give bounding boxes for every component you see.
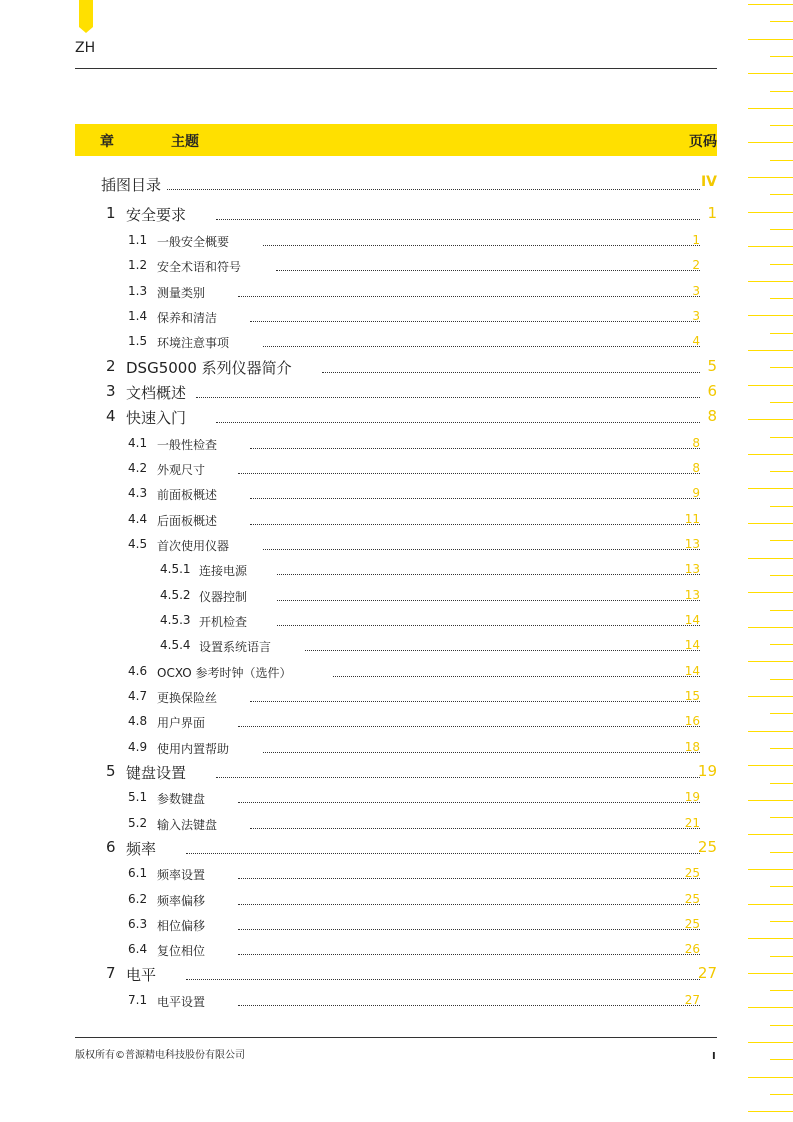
- footer-divider: [75, 1037, 717, 1038]
- toc-leader-dots: [250, 524, 700, 525]
- toc-entry-title: 参数键盘: [157, 792, 206, 806]
- side-decoration-line: [770, 679, 793, 680]
- toc-entry-title: 电平: [126, 966, 157, 984]
- toc-entry-page: 3: [692, 309, 700, 323]
- toc-entry-title: 插图目录: [101, 176, 162, 194]
- toc-entry-title: 文档概述: [126, 384, 187, 402]
- side-decoration-line: [770, 194, 793, 195]
- toc-entry-title: 电平设置: [157, 995, 206, 1009]
- toc-leader-dots: [263, 752, 700, 753]
- toc-entry-4-4[interactable]: [0, 507, 793, 532]
- toc-entry-title: 使用内置帮助: [157, 742, 230, 756]
- side-decoration-line: [770, 748, 793, 749]
- toc-header-topic: 主题: [171, 134, 199, 150]
- toc-entry-6-1[interactable]: [0, 861, 793, 886]
- toc-entry-4-9[interactable]: [0, 735, 793, 760]
- toc-leader-dots: [322, 372, 700, 373]
- toc-entry-page: 13: [684, 537, 700, 551]
- toc-entry-number: 1: [106, 204, 116, 222]
- side-decoration-line: [748, 454, 793, 455]
- toc-entry-title: 保养和清洁: [157, 311, 218, 325]
- toc-entry-title: 用户界面: [157, 716, 206, 730]
- toc-entry-title: 一般性检查: [157, 438, 218, 452]
- toc-entry-number: 6.1: [128, 866, 148, 880]
- toc-leader-dots: [238, 473, 700, 474]
- toc-entry-number: 6.3: [128, 917, 148, 931]
- language-label: ZH: [75, 40, 96, 56]
- toc-entry-4-3[interactable]: [0, 481, 793, 506]
- toc-entry-number: 4.5.1: [160, 562, 191, 576]
- toc-header-chapter: 章: [100, 134, 114, 150]
- toc-entry-4-8[interactable]: [0, 709, 793, 734]
- toc-entry-page: 3: [692, 284, 700, 298]
- toc-entry-4-5[interactable]: [0, 532, 793, 557]
- toc-entry-3[interactable]: [0, 380, 793, 405]
- toc-entry-1-5[interactable]: [0, 329, 793, 354]
- side-decoration-line: [748, 315, 793, 316]
- toc-entry-number: 6: [106, 838, 116, 856]
- side-decoration-line: [770, 298, 793, 299]
- side-decoration-line: [770, 471, 793, 472]
- toc-entry-title: 仪器控制: [199, 590, 248, 604]
- side-decoration-line: [748, 177, 793, 178]
- toc-header-page: 页码: [689, 134, 717, 150]
- toc-entry-page: 2: [692, 258, 700, 272]
- side-decoration-line: [748, 1042, 793, 1043]
- side-decoration-line: [748, 1111, 793, 1112]
- toc-entry-title: 键盘设置: [126, 764, 187, 782]
- toc-entry-title: 首次使用仪器: [157, 539, 230, 553]
- toc-entry-page: 19: [684, 790, 700, 804]
- side-decoration-line: [748, 696, 793, 697]
- side-decoration-line: [770, 886, 793, 887]
- toc-leader-dots: [263, 549, 700, 550]
- toc-leader-dots: [333, 676, 700, 677]
- toc-leader-dots: [250, 828, 700, 829]
- side-decoration-line: [748, 1077, 793, 1078]
- toc-leader-dots: [238, 726, 700, 727]
- toc-entry-4-7[interactable]: [0, 684, 793, 709]
- side-decoration-line: [770, 125, 793, 126]
- side-decoration-line: [770, 1059, 793, 1060]
- toc-entry-number: 4.5: [128, 537, 148, 551]
- side-decoration-line: [770, 713, 793, 714]
- side-decoration-line: [748, 592, 793, 593]
- side-decoration-line: [770, 437, 793, 438]
- toc-entry-page: 1: [707, 204, 717, 222]
- toc-entry-page: 14: [684, 613, 700, 627]
- toc-entry-title: OCXO 参考时钟（选件）: [157, 666, 292, 680]
- toc-entry-page: 13: [684, 562, 700, 576]
- toc-entry-title: 安全要求: [126, 206, 187, 224]
- toc-entry-number: 4.3: [128, 486, 148, 500]
- side-decoration-line: [770, 21, 793, 22]
- header-divider: [75, 68, 717, 69]
- side-decoration-line: [748, 731, 793, 732]
- toc-entry-title: 前面板概述: [157, 488, 218, 502]
- side-decoration-line: [770, 333, 793, 334]
- toc-leader-dots: [277, 600, 700, 601]
- toc-entry-number: 5.1: [128, 790, 148, 804]
- toc-entry-6[interactable]: [0, 836, 793, 861]
- side-decoration-line: [770, 402, 793, 403]
- toc-entry-title: 开机检查: [199, 615, 248, 629]
- toc-entry-page: 27: [684, 993, 700, 1007]
- toc-entry-page: 19: [697, 762, 717, 780]
- toc-entry-title: 频率: [126, 840, 157, 858]
- toc-entry-page: 4: [692, 334, 700, 348]
- side-decoration-line: [748, 419, 793, 420]
- side-decoration-line: [770, 367, 793, 368]
- toc-entry-page: 5: [707, 357, 717, 375]
- side-decoration-line: [770, 956, 793, 957]
- toc-entry-4-5-4[interactable]: [0, 633, 793, 658]
- toc-leader-dots: [238, 878, 700, 879]
- side-decoration-line: [770, 56, 793, 57]
- toc-entry-title: 外观尺寸: [157, 463, 206, 477]
- toc-entry-number: 7: [106, 964, 116, 982]
- toc-entry-number: 1.1: [128, 233, 148, 247]
- side-decoration-line: [770, 852, 793, 853]
- side-decoration-line: [770, 921, 793, 922]
- toc-entry-4-6[interactable]: [0, 659, 793, 684]
- toc-entry-5-1[interactable]: [0, 785, 793, 810]
- toc-entry-number: 5: [106, 762, 116, 780]
- toc-entry-4-5-2[interactable]: [0, 583, 793, 608]
- toc-leader-dots: [238, 802, 700, 803]
- toc-entry-number: 4: [106, 407, 116, 425]
- toc-entry-page: 25: [684, 892, 700, 906]
- side-decoration-line: [748, 212, 793, 213]
- toc-leader-dots: [238, 1005, 700, 1006]
- toc-entry-7[interactable]: [0, 962, 793, 987]
- toc-leader-dots: [277, 625, 700, 626]
- toc-leader-dots: [196, 397, 700, 398]
- toc-entry-title: 更换保险丝: [157, 691, 218, 705]
- side-decoration-line: [770, 817, 793, 818]
- copyright-notice: 版权所有©普源精电科技股份有限公司: [75, 1050, 245, 1061]
- toc-entry-title: 相位偏移: [157, 919, 206, 933]
- side-decoration-line: [748, 4, 793, 5]
- side-decoration-line: [748, 834, 793, 835]
- side-decoration-line: [770, 160, 793, 161]
- toc-entry-page: 8: [692, 461, 700, 475]
- toc-entry-number: 4.4: [128, 512, 148, 526]
- toc-leader-dots: [238, 954, 700, 955]
- toc-entry-number: 5.2: [128, 816, 148, 830]
- toc-leader-dots: [238, 904, 700, 905]
- toc-leader-dots: [216, 219, 700, 220]
- toc-entry-page: 25: [684, 917, 700, 931]
- toc-entry-6-3[interactable]: [0, 912, 793, 937]
- toc-entry-page: 11: [684, 512, 700, 526]
- side-decoration-line: [748, 523, 793, 524]
- side-decoration-line: [748, 661, 793, 662]
- page-number: I: [712, 1051, 716, 1062]
- side-decoration-line: [748, 1007, 793, 1008]
- toc-entry-number: 4.5.4: [160, 638, 191, 652]
- side-decoration-line: [748, 281, 793, 282]
- toc-entry-page: IV: [700, 174, 717, 190]
- toc-entry-page: 21: [684, 816, 700, 830]
- toc-entry-2[interactable]: [0, 355, 793, 380]
- toc-entry-4-2[interactable]: [0, 456, 793, 481]
- toc-entry-6-4[interactable]: [0, 937, 793, 962]
- toc-entry-page: 9: [692, 486, 700, 500]
- toc-entry-4-5-3[interactable]: [0, 608, 793, 633]
- toc-entry-number: 4.1: [128, 436, 148, 450]
- toc-entry-page: 14: [684, 664, 700, 678]
- toc-entry-title: 一般安全概要: [157, 235, 230, 249]
- toc-entry-title: 安全术语和符号: [157, 260, 242, 274]
- toc-entry-number: 6.2: [128, 892, 148, 906]
- side-decoration-line: [748, 108, 793, 109]
- toc-entry-page: 15: [684, 689, 700, 703]
- side-decoration-line: [748, 800, 793, 801]
- toc-entry-4[interactable]: [0, 405, 793, 430]
- toc-entry-1-3[interactable]: [0, 279, 793, 304]
- side-decoration-line: [770, 610, 793, 611]
- toc-entry-figures[interactable]: [0, 172, 793, 197]
- toc-entry-1-1[interactable]: [0, 228, 793, 253]
- side-decoration-line: [770, 506, 793, 507]
- toc-entry-title: 连接电源: [199, 564, 248, 578]
- toc-entry-title: 复位相位: [157, 944, 206, 958]
- toc-entry-5[interactable]: [0, 760, 793, 785]
- toc-entry-1[interactable]: [0, 202, 793, 227]
- toc-leader-dots: [263, 245, 700, 246]
- toc-leader-dots: [305, 650, 700, 651]
- toc-entry-4-5-1[interactable]: [0, 557, 793, 582]
- side-decoration-line: [770, 540, 793, 541]
- toc-entry-number: 4.8: [128, 714, 148, 728]
- toc-entry-6-2[interactable]: [0, 887, 793, 912]
- toc-entry-7-1[interactable]: [0, 988, 793, 1013]
- side-decoration-line: [770, 783, 793, 784]
- toc-entry-title: 环境注意事项: [157, 336, 230, 350]
- toc-entry-page: 16: [684, 714, 700, 728]
- toc-entry-title: 设置系统语言: [199, 640, 272, 654]
- side-decoration-line: [770, 1025, 793, 1026]
- side-decoration-line: [748, 39, 793, 40]
- toc-entry-number: 7.1: [128, 993, 148, 1007]
- toc-leader-dots: [238, 929, 700, 930]
- side-decoration-strip: [748, 0, 793, 1122]
- side-decoration-line: [748, 973, 793, 974]
- toc-header-bar: [75, 124, 717, 156]
- toc-entry-number: 4.7: [128, 689, 148, 703]
- toc-leader-dots: [216, 777, 700, 778]
- toc-leader-dots: [276, 270, 700, 271]
- side-decoration-line: [748, 938, 793, 939]
- toc-entry-title: 频率设置: [157, 868, 206, 882]
- toc-entry-title: 快速入门: [126, 409, 187, 427]
- toc-leader-dots: [250, 448, 700, 449]
- toc-entry-1-4[interactable]: [0, 304, 793, 329]
- toc-entry-number: 1.3: [128, 284, 148, 298]
- toc-leader-dots: [216, 422, 700, 423]
- toc-leader-dots: [250, 701, 700, 702]
- side-decoration-line: [748, 627, 793, 628]
- toc-entry-page: 14: [684, 638, 700, 652]
- toc-leader-dots: [186, 853, 700, 854]
- toc-entry-page: 25: [684, 866, 700, 880]
- side-decoration-line: [770, 264, 793, 265]
- toc-entry-title: DSG5000 系列仪器简介: [126, 359, 292, 377]
- side-decoration-line: [748, 765, 793, 766]
- side-decoration-line: [770, 229, 793, 230]
- toc-entry-page: 13: [684, 588, 700, 602]
- side-decoration-line: [770, 644, 793, 645]
- toc-entry-4-1[interactable]: [0, 431, 793, 456]
- side-decoration-line: [748, 558, 793, 559]
- side-decoration-line: [748, 904, 793, 905]
- toc-entry-page: 27: [697, 964, 717, 982]
- toc-entry-1-2[interactable]: [0, 253, 793, 278]
- side-decoration-line: [770, 91, 793, 92]
- toc-entry-number: 6.4: [128, 942, 148, 956]
- toc-entry-page: 8: [707, 407, 717, 425]
- toc-entry-page: 18: [684, 740, 700, 754]
- toc-entry-page: 25: [697, 838, 717, 856]
- side-decoration-line: [748, 488, 793, 489]
- toc-entry-number: 1.2: [128, 258, 148, 272]
- toc-leader-dots: [250, 498, 700, 499]
- toc-entry-title: 后面板概述: [157, 514, 218, 528]
- toc-leader-dots: [250, 321, 700, 322]
- toc-entry-number: 1.4: [128, 309, 148, 323]
- side-decoration-line: [748, 246, 793, 247]
- side-decoration-line: [748, 73, 793, 74]
- side-decoration-line: [770, 575, 793, 576]
- side-decoration-line: [748, 350, 793, 351]
- side-decoration-line: [748, 869, 793, 870]
- toc-entry-page: 8: [692, 436, 700, 450]
- toc-entry-title: 频率偏移: [157, 894, 206, 908]
- toc-leader-dots: [263, 346, 700, 347]
- toc-leader-dots: [238, 296, 700, 297]
- toc-entry-title: 输入法键盘: [157, 818, 218, 832]
- toc-entry-page: 6: [707, 382, 717, 400]
- toc-entry-number: 4.5.2: [160, 588, 191, 602]
- toc-entry-number: 4.9: [128, 740, 148, 754]
- toc-entry-page: 26: [684, 942, 700, 956]
- side-decoration-line: [748, 142, 793, 143]
- toc-entry-number: 4.2: [128, 461, 148, 475]
- toc-entry-5-2[interactable]: [0, 811, 793, 836]
- toc-entry-number: 3: [106, 382, 116, 400]
- side-decoration-line: [770, 990, 793, 991]
- side-decoration-line: [748, 385, 793, 386]
- toc-entry-number: 4.5.3: [160, 613, 191, 627]
- toc-leader-dots: [186, 979, 700, 980]
- header-tab-marker: [79, 0, 93, 33]
- toc-entry-number: 4.6: [128, 664, 148, 678]
- toc-leader-dots: [167, 189, 700, 190]
- side-decoration-line: [770, 1094, 793, 1095]
- toc-entry-number: 1.5: [128, 334, 148, 348]
- toc-entry-number: 2: [106, 357, 116, 375]
- toc-leader-dots: [277, 574, 700, 575]
- toc-entry-title: 测量类别: [157, 286, 206, 300]
- toc-entry-page: 1: [692, 233, 700, 247]
